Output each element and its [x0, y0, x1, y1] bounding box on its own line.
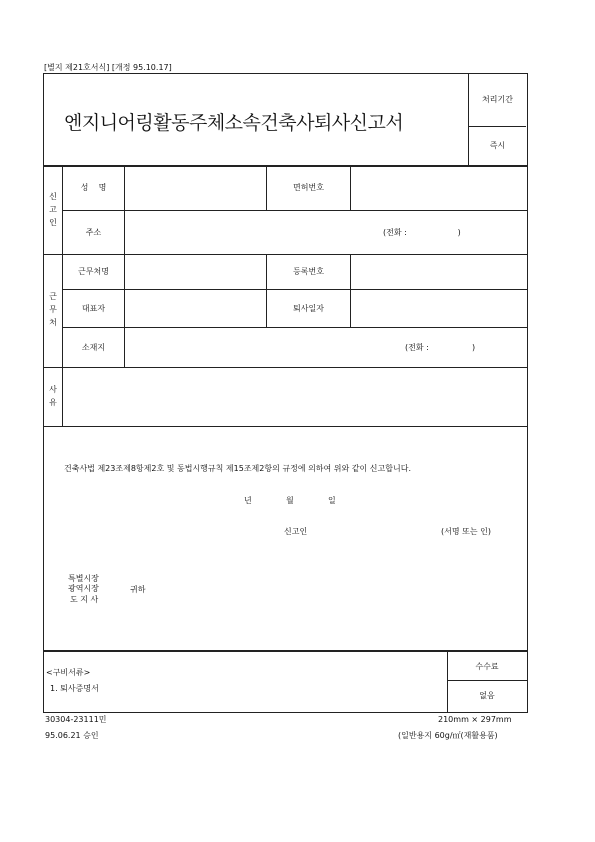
date-year: 년: [244, 496, 252, 505]
representative-field[interactable]: [126, 291, 264, 325]
applicant-name-label: 성 명: [80, 183, 107, 192]
form-header-tag: [별지 제21호서식] [개정 95.10.17]: [44, 63, 172, 72]
workplace-section-label: 근무처: [49, 292, 57, 327]
workplace-phone-note: (전화 : ): [405, 343, 476, 352]
signature-note: (서명 또는 인): [441, 527, 491, 536]
recipient-metro-city-mayor: 광역시장: [68, 584, 99, 593]
approval-date: 95.06.21 승인: [45, 731, 99, 740]
form-code: 30304-23111민: [45, 715, 107, 724]
applicant-address-field[interactable]: [126, 212, 524, 252]
processing-period-value: 즉시: [489, 141, 506, 150]
attachments-heading: <구비서류>: [46, 668, 91, 677]
reason-field[interactable]: [64, 369, 524, 424]
date-day: 일: [328, 496, 336, 505]
workplace-name-field[interactable]: [126, 256, 264, 287]
resignation-date-field[interactable]: [352, 291, 524, 325]
processing-period-label: 처리기간: [482, 95, 513, 104]
attachments-block: [43, 650, 528, 713]
paper-size: 210mm × 297mm: [438, 715, 512, 724]
attachment-item-1: 1. 퇴사증명서: [50, 684, 99, 693]
date-month: 월: [286, 496, 294, 505]
applicant-section-label: 신고인: [49, 192, 57, 227]
reason-section-label: 사유: [49, 385, 57, 407]
fee-value: 없음: [479, 691, 495, 700]
workplace-name-label: 근무처명: [78, 267, 109, 276]
applicant-name-field[interactable]: [126, 167, 264, 208]
reporter-signature-field[interactable]: [320, 520, 430, 538]
fee-label: 수수료: [475, 662, 499, 671]
representative-label: 대표자: [81, 304, 106, 313]
recipient-governor: 도 지 사: [70, 595, 99, 604]
paper-spec: (일반용지 60g/㎡(재활용품): [398, 731, 498, 740]
declaration-statement: 건축사법 제23조제8항제2호 및 동법시행규칙 제15조제2항의 규정에 의하여 위와 같이 신고합니다.: [64, 464, 411, 473]
reporter-label: 신고인: [284, 527, 308, 536]
license-number-label: 면허번호: [293, 183, 324, 192]
applicant-address-label: 주소: [85, 228, 102, 237]
registration-number-field[interactable]: [352, 256, 524, 287]
honorific: 귀하: [130, 585, 146, 594]
applicant-phone-note: (전화 : ): [383, 228, 461, 237]
recipient-special-city-mayor: 특별시장: [68, 574, 99, 583]
license-number-field[interactable]: [352, 167, 524, 208]
registration-number-label: 등록번호: [293, 267, 324, 276]
resignation-date-label: 퇴사일자: [293, 304, 324, 313]
workplace-location-label: 소재지: [81, 343, 106, 352]
form-title: 엔지니어링활동주체소속건축사퇴사신고서: [64, 112, 404, 134]
